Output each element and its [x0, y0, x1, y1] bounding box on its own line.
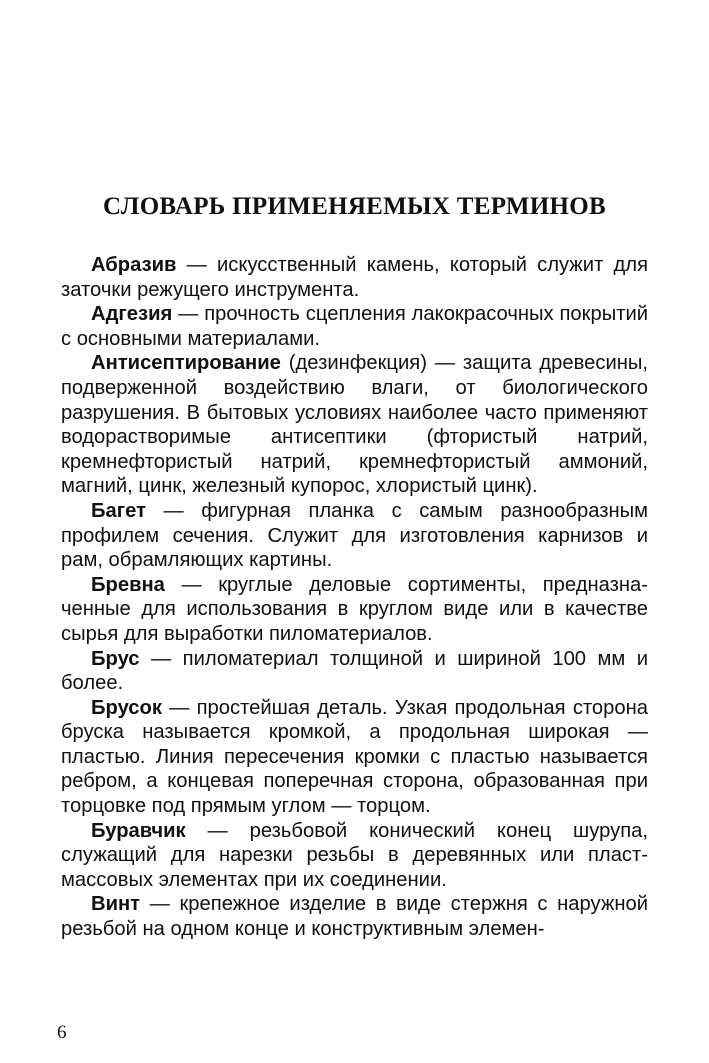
glossary-term: Буравчик: [91, 819, 186, 842]
glossary-definition: (дезинфекция) — защита древесины, подверженной воздействию влаги, от биологического разрушения. В бытовых условиях наиболее часто применяют водорастворимые антисептики (фтористый натрий, кремнефтористый натрий, кремнефтористый аммоний, магний, цинк, железный купорос, хлористый цинк).: [61, 352, 648, 498]
glossary-definition: — прочность сцепления лакокрасочных покрытий с основными материалами.: [61, 303, 648, 350]
glossary-term: Брус: [91, 647, 140, 670]
glossary-entry: [61, 819, 648, 893]
glossary-term: Винт: [91, 893, 141, 916]
glossary-definition: — фигурная планка с самым разнообразным профилем сечения. Служит для изготовления карнизов и рам, обрамляющих картины.: [61, 499, 648, 572]
glossary-term: Брусок: [91, 696, 162, 719]
glossary-term: Абразив: [91, 254, 177, 276]
page-number: 6: [57, 1022, 67, 1043]
page-title: СЛОВАРЬ ПРИМЕНЯЕМЫХ ТЕРМИНОВ: [103, 193, 606, 220]
glossary-entry: [61, 351, 648, 499]
glossary-entry: [61, 302, 648, 351]
glossary-definition: — искусственный камень, который служит для заточки режущего инструмента.: [61, 254, 648, 301]
glossary-entry: [61, 253, 648, 302]
glossary-entry: [61, 499, 648, 573]
glossary-entry: [61, 647, 648, 696]
glossary-entry: [61, 573, 648, 647]
glossary-term: Антисептирование: [91, 352, 281, 375]
glossary-term: Багет: [91, 499, 146, 522]
glossary-definition: — крепежное изделие в виде стержня с наружной резьбой на одном конце и конструктивным элемен-: [61, 893, 648, 941]
glossary-definition: — резьбовой конический конец шурупа, служащий для нарезки резьбы в деревянных или пластмассовых элементах при их соединении.: [61, 819, 648, 891]
glossary-definition: — пиломатериал толщиной и шириной 100 мм и более.: [61, 647, 648, 695]
glossary-definition: — круглые деловые сортименты, предназначенные для использования в круглом виде или в качестве сырья для выработки пиломатериалов.: [61, 573, 648, 645]
glossary-term: Адгезия: [91, 303, 173, 326]
glossary-entry: [61, 696, 648, 819]
glossary-term: Бревна: [91, 573, 165, 596]
glossary-entry: [61, 892, 648, 941]
glossary-body: [61, 253, 648, 942]
glossary-definition: — простейшая деталь. Узкая продольная сторона бруска называется кромкой, а продольная широкая — пластью. Линия пересечения кромки с пластью называется ребром, а концевая поперечная сторона, образованная при торцовке под прямым углом — торцом.: [61, 696, 648, 818]
